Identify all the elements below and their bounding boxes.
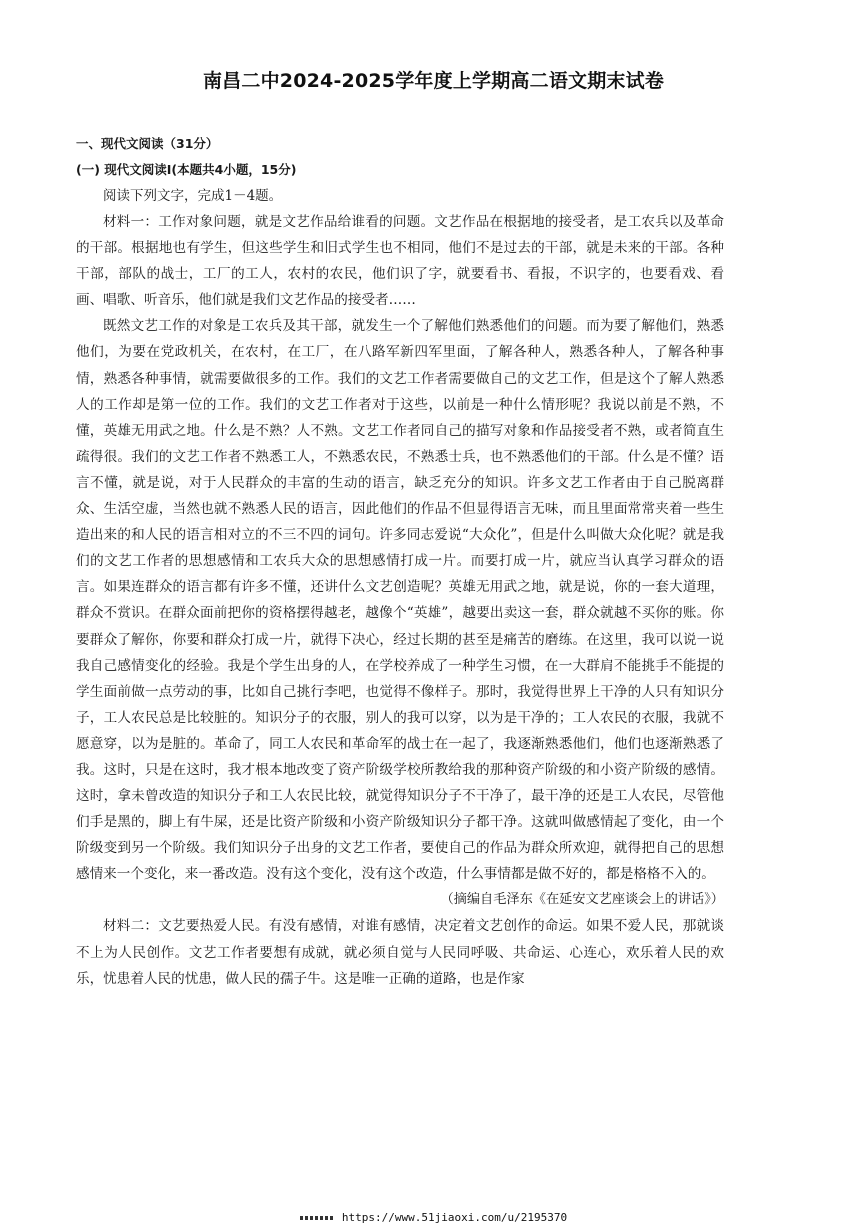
page-title: 南昌二中2024-2025学年度上学期高二语文期末试卷 [202, 70, 665, 92]
material1-paragraph-2: 既然文艺工作的对象是工农兵及其干部，就发生一个了解他们熟悉他们的问题。而为要了解他们，熟悉他们，为要在党政机关，在农村，在工厂，在八路军新四军里面，了解各种人，熟悉各种人，了解各种事情，熟悉各种事情，就需要做很多的工作。我们的文艺工作者需要做自己的文艺工作，但是这个了解人熟悉人的工作却是第一位的工作。我们的文艺工作者对于这些，以前是一种什么情形呢？我说以前是不熟，不懂，英雄无用武之地。什么是不熟？人不熟。文艺工作者同自己的描写对象和作品接受者不熟，或者简直生疏得很。我们的文艺工作者不熟悉工人，不熟悉农民，不熟悉士兵，也不熟悉他们的干部。什么是不懂？语言不懂，就是说，对于人民群众的丰富的生动的语言，缺乏充分的知识。许多文艺工作者由于自己脱离群众、生活空虚，当然也就不熟悉人民的语言，因此他们的作品不但显得语言无味，而且里面常常夹着一些生造出来的和人民的语言相对立的不三不四的词句。许多同志爱说“大众化”，但是什么叫做大众化呢？就是我们的文艺工作者的思想感情和工农兵大众的思想感情打成一片。而要打成一片，就应当认真学习群众的语言。如果连群众的语言都有许多不懂，还讲什么文艺创造呢？英雄无用武之地，就是说，你的一套大道理，群众不赏识。在群众面前把你的资格摆得越老，越像个“英雄”，越要出卖这一套，群众就越不买你的账。你要群众了解你，你要和群众打成一片，就得下决心，经过长期的甚至是痛苦的磨练。在这里，我可以说一说我自己感情变化的经验。我是个学生出身的人，在学校养成了一种学生习惯，在一大群肩不能挑手不能提的学生面前做一点劳动的事，比如自己挑行李吧，也觉得不像样子。那时，我觉得世界上干净的人只有知识分子，工人农民总是比较脏的。知识分子的衣服，别人的我可以穿，以为是干净的；工人农民的衣服，我就不愿意穿，以为是脏的。革命了，同工人农民和革命军的战士在一起了，我逐渐熟悉他们，他们也逐渐熟悉了我。这时，只是在这时，我才根本地改变了资产阶级学校所教给我的那种资产阶级的和小资产阶级的感情。这时，拿未曾改造的知识分子和工人农民比较，就觉得知识分子不干净了，最干净的还是工人农民，尽管他们手是黑的，脚上有牛屎，还是比资产阶级和小资产阶级知识分子都干净。这就叫做感情起了变化，由一个阶级变到另一个阶级。我们知识分子出身的文艺工作者，要使自己的作品为群众所欢迎，就得把自己的思想感情来一个变化，来一番改造。没有这个变化，没有这个改造，什么事情都是做不好的，都是格格不入的。 [76, 318, 724, 883]
section-subheading: (一) 现代文阅读Ⅰ(本题共4小题，15分) [76, 162, 297, 177]
footer-decoration-icon [300, 1216, 334, 1220]
footer-url[interactable]: https://www.51jiaoxi.com/u/2195370 [341, 1211, 568, 1224]
exam-content [76, 131, 724, 992]
reading-instruction: 阅读下列文字，完成1－4题。 [103, 188, 283, 204]
material1-source: （摘编自毛泽东《在延安文艺座谈会上的讲话》） [440, 892, 724, 908]
material2-paragraph: 材料二：文艺要热爱人民。有没有感情，对谁有感情，决定着文艺创作的命运。如果不爱人民，那就谈不上为人民创作。文艺工作者要想有成就，就必须自觉与人民同呼吸、共命运、心连心，欢乐着人民的欢乐，忧患着人民的忧患，做人民的孺子牛。这是唯一正确的道路，也是作家 [76, 918, 724, 987]
footer [0, 1211, 867, 1224]
section-heading: 一、现代文阅读（31分） [76, 136, 219, 151]
material1-paragraph-1: 材料一：工作对象问题，就是文艺作品给谁看的问题。文艺作品在根据地的接受者，是工农兵以及革命的干部。根据地也有学生，但这些学生和旧式学生也不相同，他们不是过去的干部，就是未来的干部。各种干部，部队的战士，工厂的工人，农村的农民，他们识了字，就要看书、看报，不识字的，也要看戏、看画、唱歌、听音乐，他们就是我们文艺作品的接受者…… [76, 214, 724, 309]
